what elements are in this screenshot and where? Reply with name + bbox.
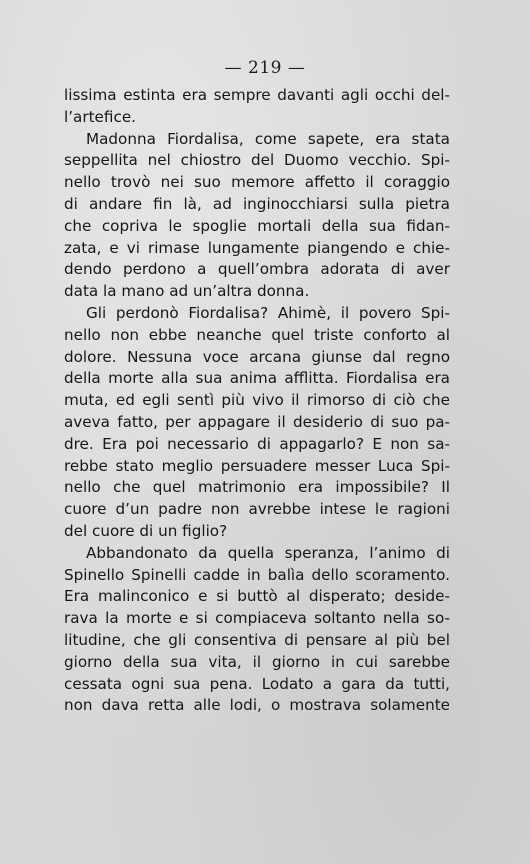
text-line: nello trovò nei suo memore affetto il coraggio bbox=[64, 173, 450, 192]
body-text bbox=[64, 85, 450, 717]
text-line: l’artefice. bbox=[64, 107, 136, 126]
text-line: Gli perdonò Fiordalisa? Ahimè, il povero Spi- bbox=[86, 303, 450, 322]
text-line: Madonna Fiordalisa, come sapete, era stata bbox=[86, 129, 450, 148]
text-line: del cuore di un figlio? bbox=[64, 521, 228, 540]
text-line: Abbandonato da quella speranza, l’animo di bbox=[86, 543, 450, 562]
text-line: della morte alla sua anima afflitta. Fiordalisa era bbox=[64, 369, 450, 388]
text-line: dolore. Nessuna voce arcana giunse dal regno bbox=[64, 347, 450, 366]
text-line: aveva fatto, per appagare il desiderio di suo pa- bbox=[64, 412, 450, 431]
text-line: Era malinconico e si buttò al disperato; deside- bbox=[64, 587, 450, 606]
text-line: zata, e vi rimase lungamente piangendo e chie- bbox=[64, 238, 450, 257]
text-line: che copriva le spoglie mortali della sua fidan- bbox=[64, 216, 450, 235]
text-line: litudine, che gli consentiva di pensare al più bel bbox=[64, 630, 450, 649]
page-number: — 219 — bbox=[224, 58, 306, 78]
text-line: rebbe stato meglio persuadere messer Luca Spi- bbox=[64, 456, 450, 475]
text-line: data la mano ad un’altra donna. bbox=[64, 282, 310, 301]
text-line: Spinello Spinelli cadde in balìa dello scoramento. bbox=[64, 565, 450, 584]
text-line: non dava retta alle lodi, o mostrava solamente bbox=[64, 696, 450, 715]
text-line: cessata ogni sua pena. Lodato a gara da tutti, bbox=[64, 674, 450, 693]
text-line: muta, ed egli sentì più vivo il rimorso di ciò che bbox=[64, 391, 450, 410]
text-line: di andare fin là, ad inginocchiarsi sulla pietra bbox=[64, 194, 450, 213]
text-line: nello che quel matrimonio era impossibile? Il bbox=[64, 478, 450, 497]
text-line: dre. Era poi necessario di appagarlo? E non sa- bbox=[64, 434, 450, 453]
text-line: cuore d’un padre non avrebbe intese le ragioni bbox=[64, 500, 450, 519]
text-line: giorno della sua vita, il giorno in cui sarebbe bbox=[64, 652, 450, 671]
text-line: dendo perdono a quell’ombra adorata di aver bbox=[64, 260, 450, 279]
text-line: rava la morte e si compiaceva soltanto nella so- bbox=[64, 609, 450, 628]
text-line: nello non ebbe neanche quel triste conforto al bbox=[64, 325, 450, 344]
text-line: seppellita nel chiostro del Duomo vecchio. Spi- bbox=[64, 151, 450, 170]
text-line: lissima estinta era sempre davanti agli occhi del- bbox=[64, 86, 450, 104]
